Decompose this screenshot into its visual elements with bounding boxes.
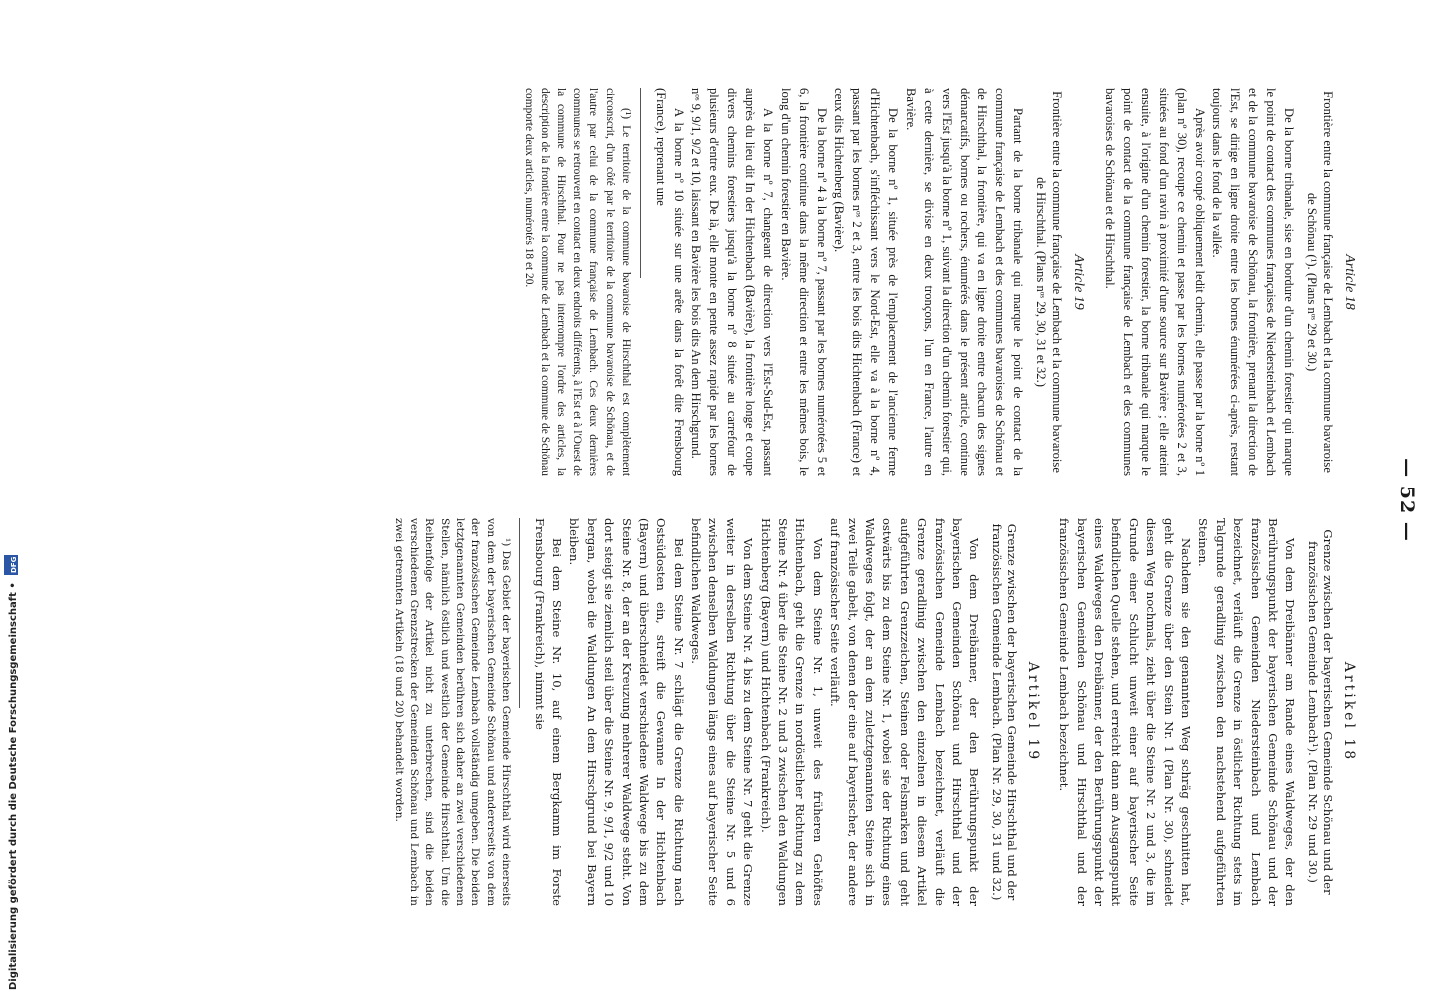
de-article-18-subtitle: Grenze zwischen der bayerischen Gemeinde Schönau und der französischen Gemeinde Lembach¹). (Plan Nr. 29 und 30.) [1305, 529, 1335, 895]
french-column [521, 88, 1360, 476]
fr-article-18-subtitle: Frontière entre la commune française de Lembach et la commune bavaroise de Schönau (¹). (Plans nᵒˢ 29 et 30.) [1304, 91, 1336, 473]
de-article-19-paragraph: Von dem Dreibänner, der den Berührungspunkt der bayerischen Gemeinden Schönau und Hirschthal und der französischen Gemeinde Lembach bezeichnet, verläuft die Grenze geradlinig zwischen den einzelnen in diesem Artikel aufgeführten Grenzzeichen, Steinen oder Felsmarken und geht ostwärts bis zu dem Steine Nr. 1, wobei sie der Richtung eines Waldweges folgt, der an dem zuletztgenannten Steine sich in zwei Teile gabelt, von denen der eine auf bayerischer, der andere auf französischer Seite verläuft. [828, 518, 982, 906]
fr-article-19-paragraph: De la borne nº 4 à la borne nº 7, passant par les bornes numérotées 5 et 6, la frontière continue dans la même direction et entre les mêmes bois, le long d'un chemin forestier en Bavière. [778, 88, 829, 476]
de-article-19-subtitle: Grenze zwischen der bayerischen Gemeinde Hirschthal und der französischen Gemeinde Lembach. (Plan Nr. 29, 30, 31 und 32.) [989, 523, 1019, 901]
de-article-19-paragraph: Bei dem Steine Nr. 10, auf einem Bergkamm im Forste Frensbourg (Frankreich), nimmt sie [532, 518, 564, 906]
credit-text: Digitalisierung gefördert durch die Deutsche Forschungsgemeinschaft • [8, 582, 19, 990]
fr-article-18-paragraph: De la borne tribanale, sise en bordure d'un chemin forestier qui marque le point de contact des communes françaises de Niedersteinbach et Lembach et de la commune bavaroise de Schönau, la frontière, prenant la direction de l'Est, se dirige en ligne droite entre les bornes énumérées ci-après, restant toujours dans le fond de la vallée. [1210, 88, 1296, 476]
fr-article-19-title: Article 19 [1071, 254, 1087, 310]
fr-article-19-paragraph: De la borne nº 1, située près de l'emplacement de l'ancienne ferme d'Hichtenbach, s'infléchissant vers le Nord-Est, elle va à la borne nº 4, passant par les bornes nᵒˢ 2 et 3, entre les bois dits Hichtenbach (France) et ceux dits Hichtenberg (Bavière). [832, 88, 901, 476]
de-article-18-paragraph: Nachdem sie den genannten Weg schräg geschnitten hat, geht die Grenze über den Stein Nr. 1 (Plan Nr. 30), schneidet diesen Weg nochmals, zieht über die Steine Nr. 2 und 3, die im Grunde einer Schlucht unweit einer auf bayerischer Seite befindlichen Quelle stehen, und erreicht dann am Ausgangspunkt eines Waldweges den Dreibänner, der den Berührungspunkt der bayerischen Gemeinden Schönau und Hirschthal und der französischen Gemeinde Lembach bezeichnet. [1057, 518, 1194, 906]
footnote-rule [640, 88, 641, 278]
de-article-19-paragraph: Von dem Steine Nr. 4 bis zu dem Steine Nr. 7 geht die Grenze weiter in derselben Richtung über die Steine Nr. 5 und 6 zwischen denselben Waldungen längs eines auf bayerischer Seite befindlichen Waldweges. [689, 518, 756, 906]
fr-article-19-subtitle: Frontière entre la commune française de Lembach et la commune bavaroise de Hirschthal. (Plans nᵒˢ 29, 30, 31 et 32.) [1033, 91, 1065, 473]
de-article-19-title: Artikel 19 [1024, 661, 1041, 763]
fr-article-19-paragraph: Partant de la borne tribanale qui marque le point de contact de la commune française de Lembach et des communes bavaroises de Schönau et de Hirschthal, la frontière, qui va en ligne droite entre chacun des signes démarcatifs, bornes ou rochers, énumérés dans le présent article, continue vers l'Est jusqu'à la borne nº 1, suivant la direction d'un chemin forestier qui, à cette dernière, se divise en deux tronçons, l'un en France, l'autre en Bavière. [903, 88, 1026, 476]
dfg-logo-icon: DFG [4, 555, 18, 575]
de-article-19-paragraph: Von dem Steine Nr. 1, unweit des früheren Gehöftes Hichtenbach, geht die Grenze in nordöstlicher Richtung zu dem Steine Nr. 4 über die Steine Nr. 2 und 3 zwischen den Waldungen Hichtenberg (Bayern) und Hichtenbach (Frankreich). [758, 518, 825, 906]
de-article-19-paragraph: Bei dem Steine Nr. 7 schlägt die Grenze die Richtung nach Ostsüdosten ein, streift die Gewanne In der Hichtenbach (Bayern) und überschneidet verschiedene Waldwege bis zu dem Steine Nr. 8, der an der Kreuzung mehrerer Waldwege steht. Von dort steigt sie ziemlich steil über die Steine Nr. 9, 9/1, 9/2 und 10 bergan, wobei die Waldungen An dem Hirschgrund bei Bayern bleiben. [567, 518, 686, 906]
fr-article-19-paragraph: A la borne nº 10 située sur une arête dans la forêt dite Frensbourg (France), reprenant une [653, 88, 686, 476]
de-article-18-title: Artikel 18 [1341, 661, 1357, 763]
fr-article-19-paragraph: A la borne nº 7, changeant de direction vers l'Est-Sud-Est, passant auprès du lieu dit In der Hichtenbach (Bavière), la frontière longe et coupe divers chemins forestiers jusqu'à la borne nº 8 située au carrefour de plusieurs d'entre eux. De là, elle monte en pente assez rapide par les bornes nᵒˢ 9, 9/1, 9/2 et 10, laissant en Bavière les bois dits An dem Hirschgrund. [689, 88, 775, 476]
digitization-credit [4, 556, 26, 990]
fr-article-18-title: Article 18 [1342, 254, 1357, 310]
fr-footnote: (¹) Le territoire de la commune bavaroise de Hirschthal est complètement circonscrit, d'un côté par le territoire de la commune bavaroise de Schönau, et de l'autre par celui de la commune française de Lembach. Ces deux dernières communes se retrouvent en contact en deux endroits différents, à l'Est et à l'Ouest de la commune de Hirschthal. Pour ne pas interrompre l'ordre des articles, la description de la frontière entre la commune de Lembach et la commune de Schönau comporte deux articles, numérotés 18 et 20. [522, 88, 632, 476]
page-number: — 52 — [1396, 458, 1418, 542]
footnote-rule [519, 518, 520, 708]
de-article-18-paragraph: Von dem Dreibänner am Rande eines Waldweges, der den Berührungspunkt der bayerischen Gemeinde Schönau und der französischen Gemeinden Niedersteinbach und Lembach bezeichnet, verläuft die Grenze in östlicher Richtung stets im Talgrunde geradlinig zwischen den nachstehend aufgeführten Steinen. [1196, 518, 1298, 906]
de-footnote: ¹) Das Gebiet der bayerischen Gemeinde Hirschthal wird einerseits von dem der bayerischen Gemeinde Schönau und andererseits von dem der französischen Gemeinde Lembach vollständig umgeben. Die beiden letztgenannten Gemeinden berühren sich daher an zwei verschiedenen Stellen, nämlich östlich und westlich der Gemeinde Hirschthal. Um die Reihenfolge der Artikel nicht zu unterbrechen, sind die beiden verschiedenen Grenzstrecken der Gemeinden Schönau und Lembach in zwei getrennten Artikeln (18 und 20) behandelt worden. [392, 518, 513, 906]
fr-article-18-paragraph: Après avoir coupé obliquement ledit chemin, elle passe par la borne nº 1 (plan nº 30), recoupe ce chemin et passe par les bornes numérotées 2 et 3, situées au fond d'un ravin à proximité d'une source sur Bavière ; elle atteint ensuite, à l'origine d'un chemin forestier, la borne tribanale qui marque le point de contact de la commune française de Lembach et des communes bavaroises de Schönau et de Hirschthal. [1103, 88, 1207, 476]
german-column [390, 518, 1359, 906]
